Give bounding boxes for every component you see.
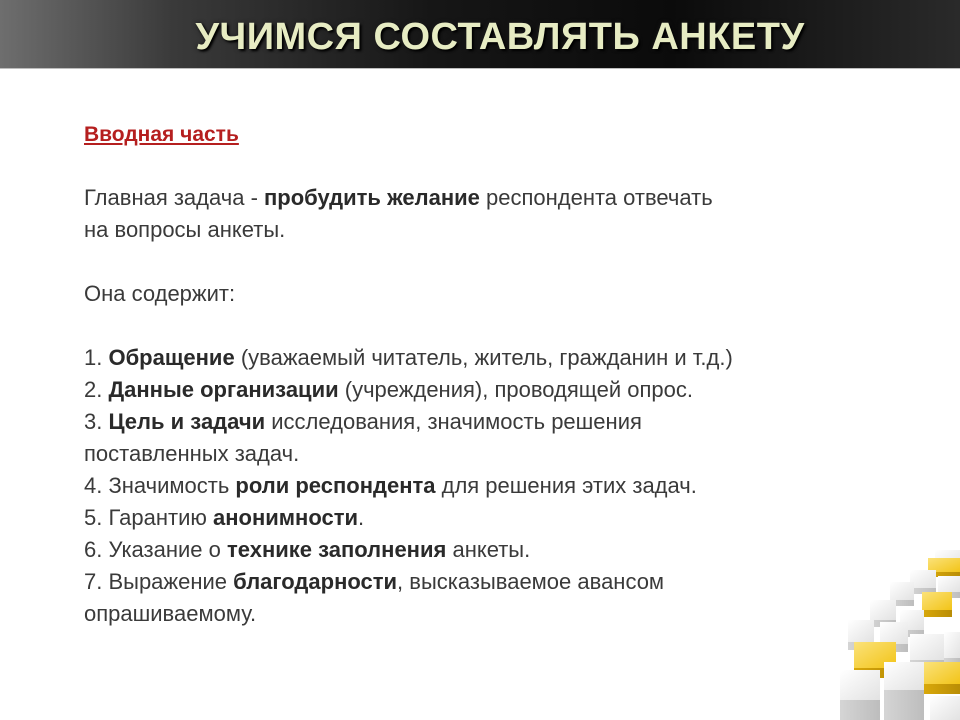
cube [884, 662, 924, 720]
item-bold: анонимности [212, 505, 359, 530]
item-bold: благодарности [233, 569, 398, 594]
cube [840, 670, 880, 720]
slide-title: УЧИМСЯ СОСТАВЛЯТЬ АНКЕТУ [195, 16, 805, 58]
cube [944, 632, 960, 667]
cube [924, 662, 960, 694]
list-item-7 [84, 566, 904, 598]
cube [930, 696, 960, 720]
item-text: (учреждения), проводящей опрос. [338, 377, 694, 402]
contains-label: Она содержит: [84, 281, 236, 306]
intro-suffix: респондента отвечать [479, 185, 713, 210]
item-text: анкеты. [446, 537, 531, 562]
list-item-6 [84, 534, 904, 566]
intro-line-2: на вопросы анкеты. [84, 217, 286, 242]
list-item-3-line-2: поставленных задач. [84, 441, 300, 466]
list-item-3 [84, 406, 904, 438]
item-bold: Цель и задачи [108, 409, 266, 434]
list-item-7-line-2: опрашиваемому. [84, 601, 257, 626]
intro-line-1 [84, 182, 904, 214]
list-item-2 [84, 374, 904, 406]
item-text: 6. Указание о [84, 537, 227, 562]
intro-bold: пробудить желание [264, 185, 480, 210]
cube [922, 592, 952, 617]
decorative-cubes-icon [840, 550, 960, 720]
item-text: (уважаемый читатель, житель, гражданин и т.д.) [234, 345, 733, 370]
item-text: 5. Гарантию [84, 505, 213, 530]
header-bar [0, 0, 960, 69]
list-item-4 [84, 470, 904, 502]
item-text: 1. [84, 345, 109, 370]
item-bold: роли респондента [235, 473, 436, 498]
item-text: 7. Выражение [84, 569, 234, 594]
item-text: , высказываемое авансом [397, 569, 665, 594]
list-item-5 [84, 502, 904, 534]
item-text: 4. Значимость [84, 473, 236, 498]
item-bold: Обращение [108, 345, 235, 370]
item-text: 3. [84, 409, 109, 434]
list-item-1 [84, 342, 904, 374]
item-text: исследования, значимость решения [265, 409, 642, 434]
item-text: . [358, 505, 365, 530]
item-bold: технике заполнения [227, 537, 447, 562]
intro-prefix: Главная задача - [84, 185, 265, 210]
item-text: для решения этих задач. [435, 473, 697, 498]
item-text: 2. [84, 377, 109, 402]
section-title: Вводная часть [84, 123, 239, 146]
item-bold: Данные организации [108, 377, 339, 402]
slide-content [84, 120, 904, 630]
